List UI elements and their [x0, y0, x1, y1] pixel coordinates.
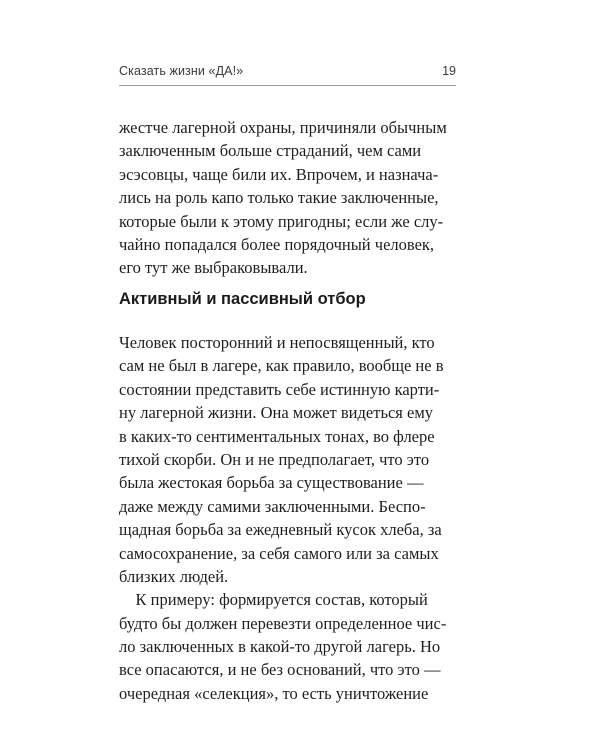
paragraph-continuation	[119, 116, 464, 280]
text-line: которые были к этому пригодны; если же слу-	[119, 211, 444, 231]
text-line: даже между самими заключенными. Беспо-	[119, 496, 426, 516]
text-line: лись на роль капо только такие заключенные,	[119, 188, 439, 208]
text-line: эсэсовцы, чаще били их. Впрочем, и назнача-	[119, 164, 439, 184]
text-line: ло заключенных в какой-то другой лагерь. Но	[119, 637, 441, 657]
section-heading: Активный и пассивный отбор	[119, 290, 366, 308]
text-line: состоянии представить себе истинную карти-	[119, 379, 440, 399]
text-line: все опасаются, и не без оснований, что это —	[119, 660, 441, 680]
running-head-title: Сказать жизни «ДА!»	[119, 64, 244, 78]
running-head	[119, 64, 456, 82]
text-line: самосохранение, за себя самого или за самых	[119, 543, 439, 563]
text-line: очередная «селекция», то есть уничтожение	[119, 683, 429, 703]
text-line: щадная борьба за ежедневный кусок хлеба, за	[119, 520, 442, 540]
text-line: тихой скорби. Он и не предполагает, что это	[119, 449, 430, 469]
header-rule	[119, 85, 456, 86]
text-line: была жестокая борьба за существование —	[119, 473, 424, 493]
text-line: сам не был в лагере, как правило, вообще не в	[119, 356, 444, 376]
text-line: жестче лагерной охраны, причиняли обычным	[119, 118, 447, 137]
body-text	[119, 331, 464, 705]
text-line: его тут же выбраковывали.	[119, 258, 308, 278]
text-line: чайно попадался более порядочный человек,	[119, 234, 435, 254]
text-line: ну лагерной жизни. Она может видеться ему	[119, 403, 434, 423]
page-number: 19	[442, 64, 456, 78]
text-line: Человек посторонний и непосвященный, кто	[119, 333, 435, 352]
text-line: заключенным больше страданий, чем сами	[119, 141, 422, 161]
text-line: в каких-то сентиментальных тонах, во флере	[119, 426, 435, 446]
text-line: близких людей.	[119, 566, 229, 586]
text-line: будто бы должен перевезти определенное чис-	[119, 613, 447, 633]
text-line: К примеру: формируется состав, который	[119, 590, 428, 610]
